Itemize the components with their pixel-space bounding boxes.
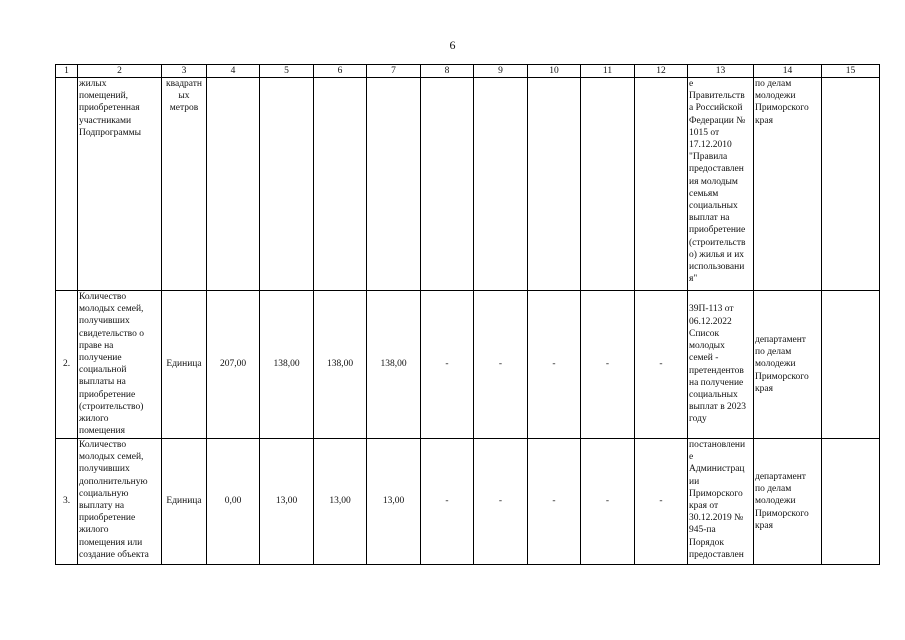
value-cell: 138,00: [260, 291, 314, 439]
indicator-name: Количество молодых семей, получивших дополнительную социальную выплату на приобретение жилого помещения или создание объекта: [78, 439, 162, 565]
table-row: [56, 439, 880, 565]
table-row: [56, 78, 880, 291]
value-cell: 13,00: [260, 439, 314, 565]
header-cell: 7: [367, 65, 421, 78]
page-number: 6: [449, 38, 456, 52]
value-cell: -: [528, 291, 581, 439]
value-cell: 138,00: [314, 291, 367, 439]
value-cell: [474, 78, 528, 291]
value-cell: -: [421, 291, 474, 439]
value-cell: [581, 78, 635, 291]
value-cell: -: [474, 291, 528, 439]
value-cell: [260, 78, 314, 291]
header-cell: 10: [528, 65, 581, 78]
responsible-body: департамент по делам молодежи Приморского края: [754, 439, 822, 565]
value-cell: [367, 78, 421, 291]
unit-cell: Единица: [162, 291, 207, 439]
unit-cell: квадратн ых метров: [162, 78, 207, 291]
table-row: [56, 291, 880, 439]
note-cell: [822, 78, 880, 291]
value-cell: [421, 78, 474, 291]
header-cell: 13: [688, 65, 754, 78]
responsible-body: по делам молодежи Приморского края: [754, 78, 822, 291]
header-cell: 9: [474, 65, 528, 78]
value-cell: [207, 78, 260, 291]
value-cell: [314, 78, 367, 291]
value-cell: -: [635, 439, 688, 565]
header-cell: 8: [421, 65, 474, 78]
row-number: 2.: [56, 291, 78, 439]
note-cell: [822, 291, 880, 439]
value-cell: [528, 78, 581, 291]
source-document: е Правительств а Российской Федерации № 1015 от 17.12.2010 "Правила предоставлен ия молодым семьям социальных выплат на приобретение (строительств о) жилья и их использовани я": [688, 78, 754, 291]
header-cell: 14: [754, 65, 822, 78]
header-cell: 4: [207, 65, 260, 78]
value-cell: 0,00: [207, 439, 260, 565]
header-cell: 15: [822, 65, 880, 78]
header-cell: 5: [260, 65, 314, 78]
value-cell: -: [474, 439, 528, 565]
indicator-name: Количество молодых семей, получивших свидетельство о праве на получение социальной выплаты на приобретение (строительство) жилого помещения: [78, 291, 162, 439]
row-number: [56, 78, 78, 291]
header-cell: 3: [162, 65, 207, 78]
header-cell: 6: [314, 65, 367, 78]
responsible-body: департамент по делам молодежи Приморского края: [754, 291, 822, 439]
value-cell: -: [581, 439, 635, 565]
value-cell: -: [581, 291, 635, 439]
value-cell: 13,00: [314, 439, 367, 565]
value-cell: 138,00: [367, 291, 421, 439]
value-cell: -: [421, 439, 474, 565]
value-cell: -: [635, 291, 688, 439]
value-cell: [635, 78, 688, 291]
header-row: [56, 65, 880, 78]
header-cell: 2: [78, 65, 162, 78]
row-number: 3.: [56, 439, 78, 565]
header-cell: 12: [635, 65, 688, 78]
value-cell: -: [528, 439, 581, 565]
indicators-table: [55, 64, 880, 565]
header-cell: 1: [56, 65, 78, 78]
note-cell: [822, 439, 880, 565]
value-cell: 13,00: [367, 439, 421, 565]
source-document: 39П-113 от 06.12.2022 Список молодых семей - претендентов на получение социальных выплат в 2023 году: [688, 291, 754, 439]
source-document: постановлени е Администрац ии Приморского края от 30.12.2019 № 945-па Порядок предоставлен: [688, 439, 754, 565]
header-cell: 11: [581, 65, 635, 78]
unit-cell: Единица: [162, 439, 207, 565]
indicator-name: жилых помещений, приобретенная участниками Подпрограммы: [78, 78, 162, 291]
value-cell: 207,00: [207, 291, 260, 439]
